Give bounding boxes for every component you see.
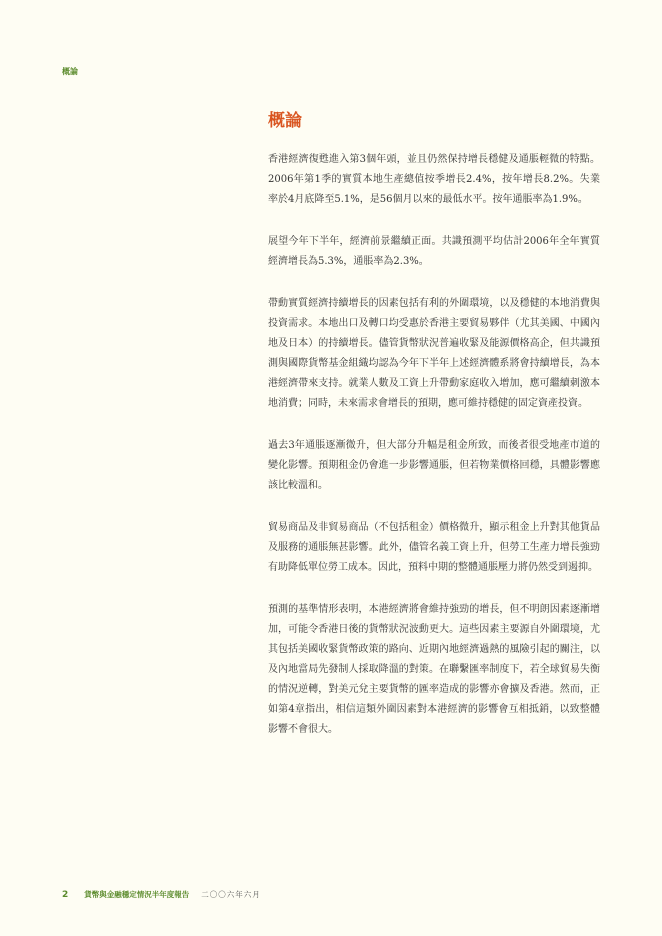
page-title: 概論: [268, 111, 302, 131]
paragraph-6: 預測的基準情形表明，本港經濟將會維持強勁的增長，但不明朗因素逐漸增加，可能令香港日後的貨幣狀況波動更大。這些因素主要源自外圍環境，尤其包括美國收緊貨幣政策的路向、近期內地經濟過熱的風險引起的關注，以及內地當局先發制人採取降溫的對策。在聯繫匯率制度下，若全球貿易失衡的情況逆轉，對美元兌主要貨幣的匯率造成的影響亦會擴及香港。然而，正如第4章指出，相信這類外圍因素對本港經濟的影響會互相抵銷，以致整體影響不會很大。: [268, 604, 600, 735]
paragraph-3: 帶動實質經濟持續增長的因素包括有利的外圍環境，以及穩健的本地消費與投資需求。本地出口及轉口均受惠於香港主要貿易夥伴（尤其美國、中國內地及日本）的持續增長。儘管貨幣狀況普遍收緊及能源價格高企，但共識預測與國際貨幣基金組織均認為今年下半年上述經濟體系將會持續增長，為本港經濟帶來支持。就業人數及工資上升帶動家庭收入增加，應可繼續刺激本地消費；同時，未來需求會增長的預期，應可維持穩健的固定資產投資。: [268, 298, 600, 409]
publication-title: 貨幣與金融穩定情況半年度報告: [84, 890, 190, 899]
page-footer: [62, 889, 261, 900]
page-number: 2: [62, 890, 69, 900]
paragraph-5: 貿易商品及非貿易商品（不包括租金）價格微升，顯示租金上升對其他貨品及服務的通脹無甚影響。此外，儘管名義工資上升，但勞工生產力增長強勁有助降低單位勞工成本。因此，預料中期的整體通脹壓力將仍然受到遏抑。: [268, 522, 600, 573]
running-header: 概論: [62, 67, 78, 76]
paragraph-4: 過去3年通脹逐漸微升，但大部分升幅是租金所致，而後者很受地產市道的變化影響。預期租金仍會進一步影響通脹，但若物業價格回穩，具體影響應該比較溫和。: [268, 440, 600, 491]
body-text: [268, 150, 600, 762]
paragraph-1: 香港經濟復甦進入第3個年頭，並且仍然保持增長穩健及通脹輕微的特點。2006年第1季的實質本地生產總值按季增長2.4%，按年增長8.2%。失業率於4月底降至5.1%，是56個月以來的最低水平。按年通脹率為1.9%。: [268, 154, 600, 205]
paragraph-2: 展望今年下半年，經濟前景繼續正面。共識預測平均估計2006年全年實質經濟增長為5.3%，通脹率為2.3%。: [268, 236, 600, 267]
publication-date: 二〇〇六年六月: [201, 890, 261, 899]
